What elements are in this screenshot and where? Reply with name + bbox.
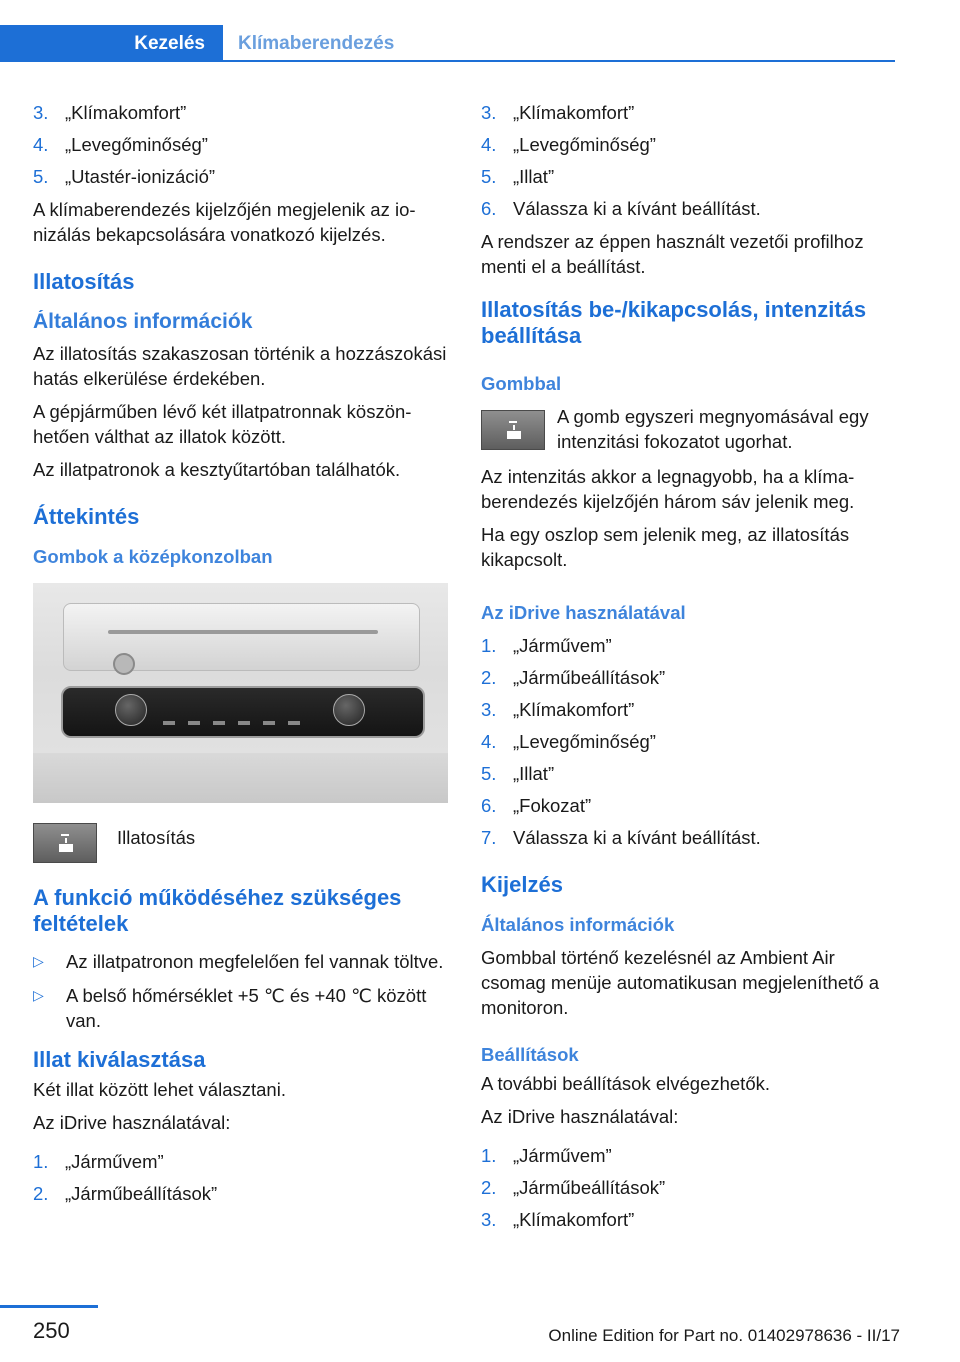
list-item: 2. „Járműbeállítások” (481, 667, 666, 688)
fragrance-icon-row (33, 817, 448, 863)
left-list-2 (33, 1149, 448, 1206)
list-item: 6. Válassza ki a kívánt beállítást. (481, 198, 761, 219)
right-list-1 (481, 100, 896, 221)
paragraph: A rendszer az éppen használt vezetői profilhoz menti el a beállítást. (481, 231, 864, 277)
list-item: 3. „Klímakomfort” (481, 102, 635, 123)
paragraph: A klímaberendezés kijelzőjén megjelenik az ionizálás bekapcsolására vonatkozó kijelzés. (33, 199, 416, 245)
right-column (481, 100, 896, 1240)
list-item: 4. „Levegőminőség” (481, 134, 656, 155)
fragrance-button-icon (33, 823, 97, 863)
paragraph: Az iDrive használatával: (33, 1112, 231, 1133)
triangle-bullet-icon: ▷ (33, 953, 44, 969)
footer-rule (0, 1305, 98, 1308)
fragrance-icon-row (481, 404, 896, 454)
heading-altalanos-informaciok: Általános információk (481, 914, 675, 935)
icon-description: A gomb egyszeri megnyomásával egy intenzitási fokozatot ugorhat. (557, 406, 869, 452)
fragrance-button-icon (481, 410, 545, 450)
paragraph: A gépjárműben lévő két illatpatronnak köszönhetően válthat az illatok között. (33, 401, 412, 447)
paragraph: Az illatpatronok a kesztyűtartóban találhatók. (33, 459, 401, 480)
tab-klimaberendezes[interactable]: Klímaberendezés (238, 33, 395, 54)
list-item: 2. „Járműbeállítások” (481, 1177, 666, 1198)
list-item: 5. „Illat” (481, 763, 555, 784)
heading-attekintes: Áttekintés (33, 504, 140, 529)
right-list-3 (481, 1143, 896, 1232)
heading-gombbal: Gombbal (481, 373, 562, 394)
heading-be-kikapcsolas: Illatosítás be-/kikapcsolás, intenzitás beállítása (481, 297, 867, 348)
header-tabs (0, 25, 895, 62)
paragraph: Az iDrive használatával: (481, 1106, 679, 1127)
paragraph: Gombbal történő kezelésnél az Ambient Air csomag menüje automatikusan megjeleníthető a monitoron. (481, 947, 879, 1018)
left-list-1 (33, 100, 448, 189)
heading-illat-kivalasztasa: Illat kiválasztása (33, 1047, 206, 1072)
list-item: 5. „Illat” (481, 166, 555, 187)
heading-gombok: Gombok a középkonzolban (33, 546, 273, 567)
icon-label: Illatosítás (117, 827, 196, 848)
list-item: 3. „Klímakomfort” (481, 1209, 635, 1230)
heading-altalanos-informaciok: Általános információk (33, 310, 253, 333)
list-item: ▷ Az illatpatronon megfelelően fel vannak töltve. (33, 951, 444, 972)
tab-kezeles[interactable]: Kezelés (0, 25, 223, 62)
header-rule (0, 60, 895, 62)
paragraph: A további beállítások elvégezhetők. (481, 1073, 770, 1094)
paragraph: Két illat között lehet választani. (33, 1079, 286, 1100)
list-item: 1. „Járművem” (33, 1151, 164, 1172)
list-item: 5. „Utastér-ionizáció” (33, 166, 216, 187)
paragraph: Ha egy oszlop sem jelenik meg, az illatosítás kikapcsolt. (481, 524, 850, 570)
paragraph: Az intenzitás akkor a legnagyobb, ha a klímaberendezés kijelzőjén három sáv jelenik meg. (481, 466, 855, 512)
list-item: 1. „Járművem” (481, 1145, 612, 1166)
left-column (33, 100, 448, 1214)
list-item: 1. „Járművem” (481, 635, 612, 656)
center-console-photo (33, 583, 448, 803)
paragraph: Az illatosítás szakaszosan történik a hozzászokási hatás elkerülése érdekében. (33, 343, 447, 389)
right-list-2 (481, 633, 896, 850)
triangle-bullet-icon: ▷ (33, 987, 44, 1003)
list-item: 3. „Klímakomfort” (481, 699, 635, 720)
heading-beallitasok: Beállítások (481, 1044, 579, 1065)
edition-note: Online Edition for Part no. 01402978636 - II/17 (548, 1326, 900, 1345)
heading-illatositas: Illatosítás (33, 269, 135, 294)
condition-list (33, 949, 448, 1033)
heading-idrive: Az iDrive használatával (481, 602, 686, 623)
page-number: 250 (33, 1318, 70, 1343)
list-item: 6. „Fokozat” (481, 795, 592, 816)
list-item: 3. „Klímakomfort” (33, 102, 187, 123)
list-item: 7. Válassza ki a kívánt beállítást. (481, 827, 761, 848)
list-item: 4. „Levegőminőség” (33, 134, 208, 155)
list-item: ▷ A belső hőmérséklet +5 ℃ és +40 ℃ között van. (33, 985, 427, 1031)
heading-feltetelek: A funkció működéséhez szükséges feltételek (33, 885, 402, 936)
list-item: 2. „Járműbeállítások” (33, 1183, 218, 1204)
list-item: 4. „Levegőminőség” (481, 731, 656, 752)
heading-kijelzes: Kijelzés (481, 872, 563, 897)
